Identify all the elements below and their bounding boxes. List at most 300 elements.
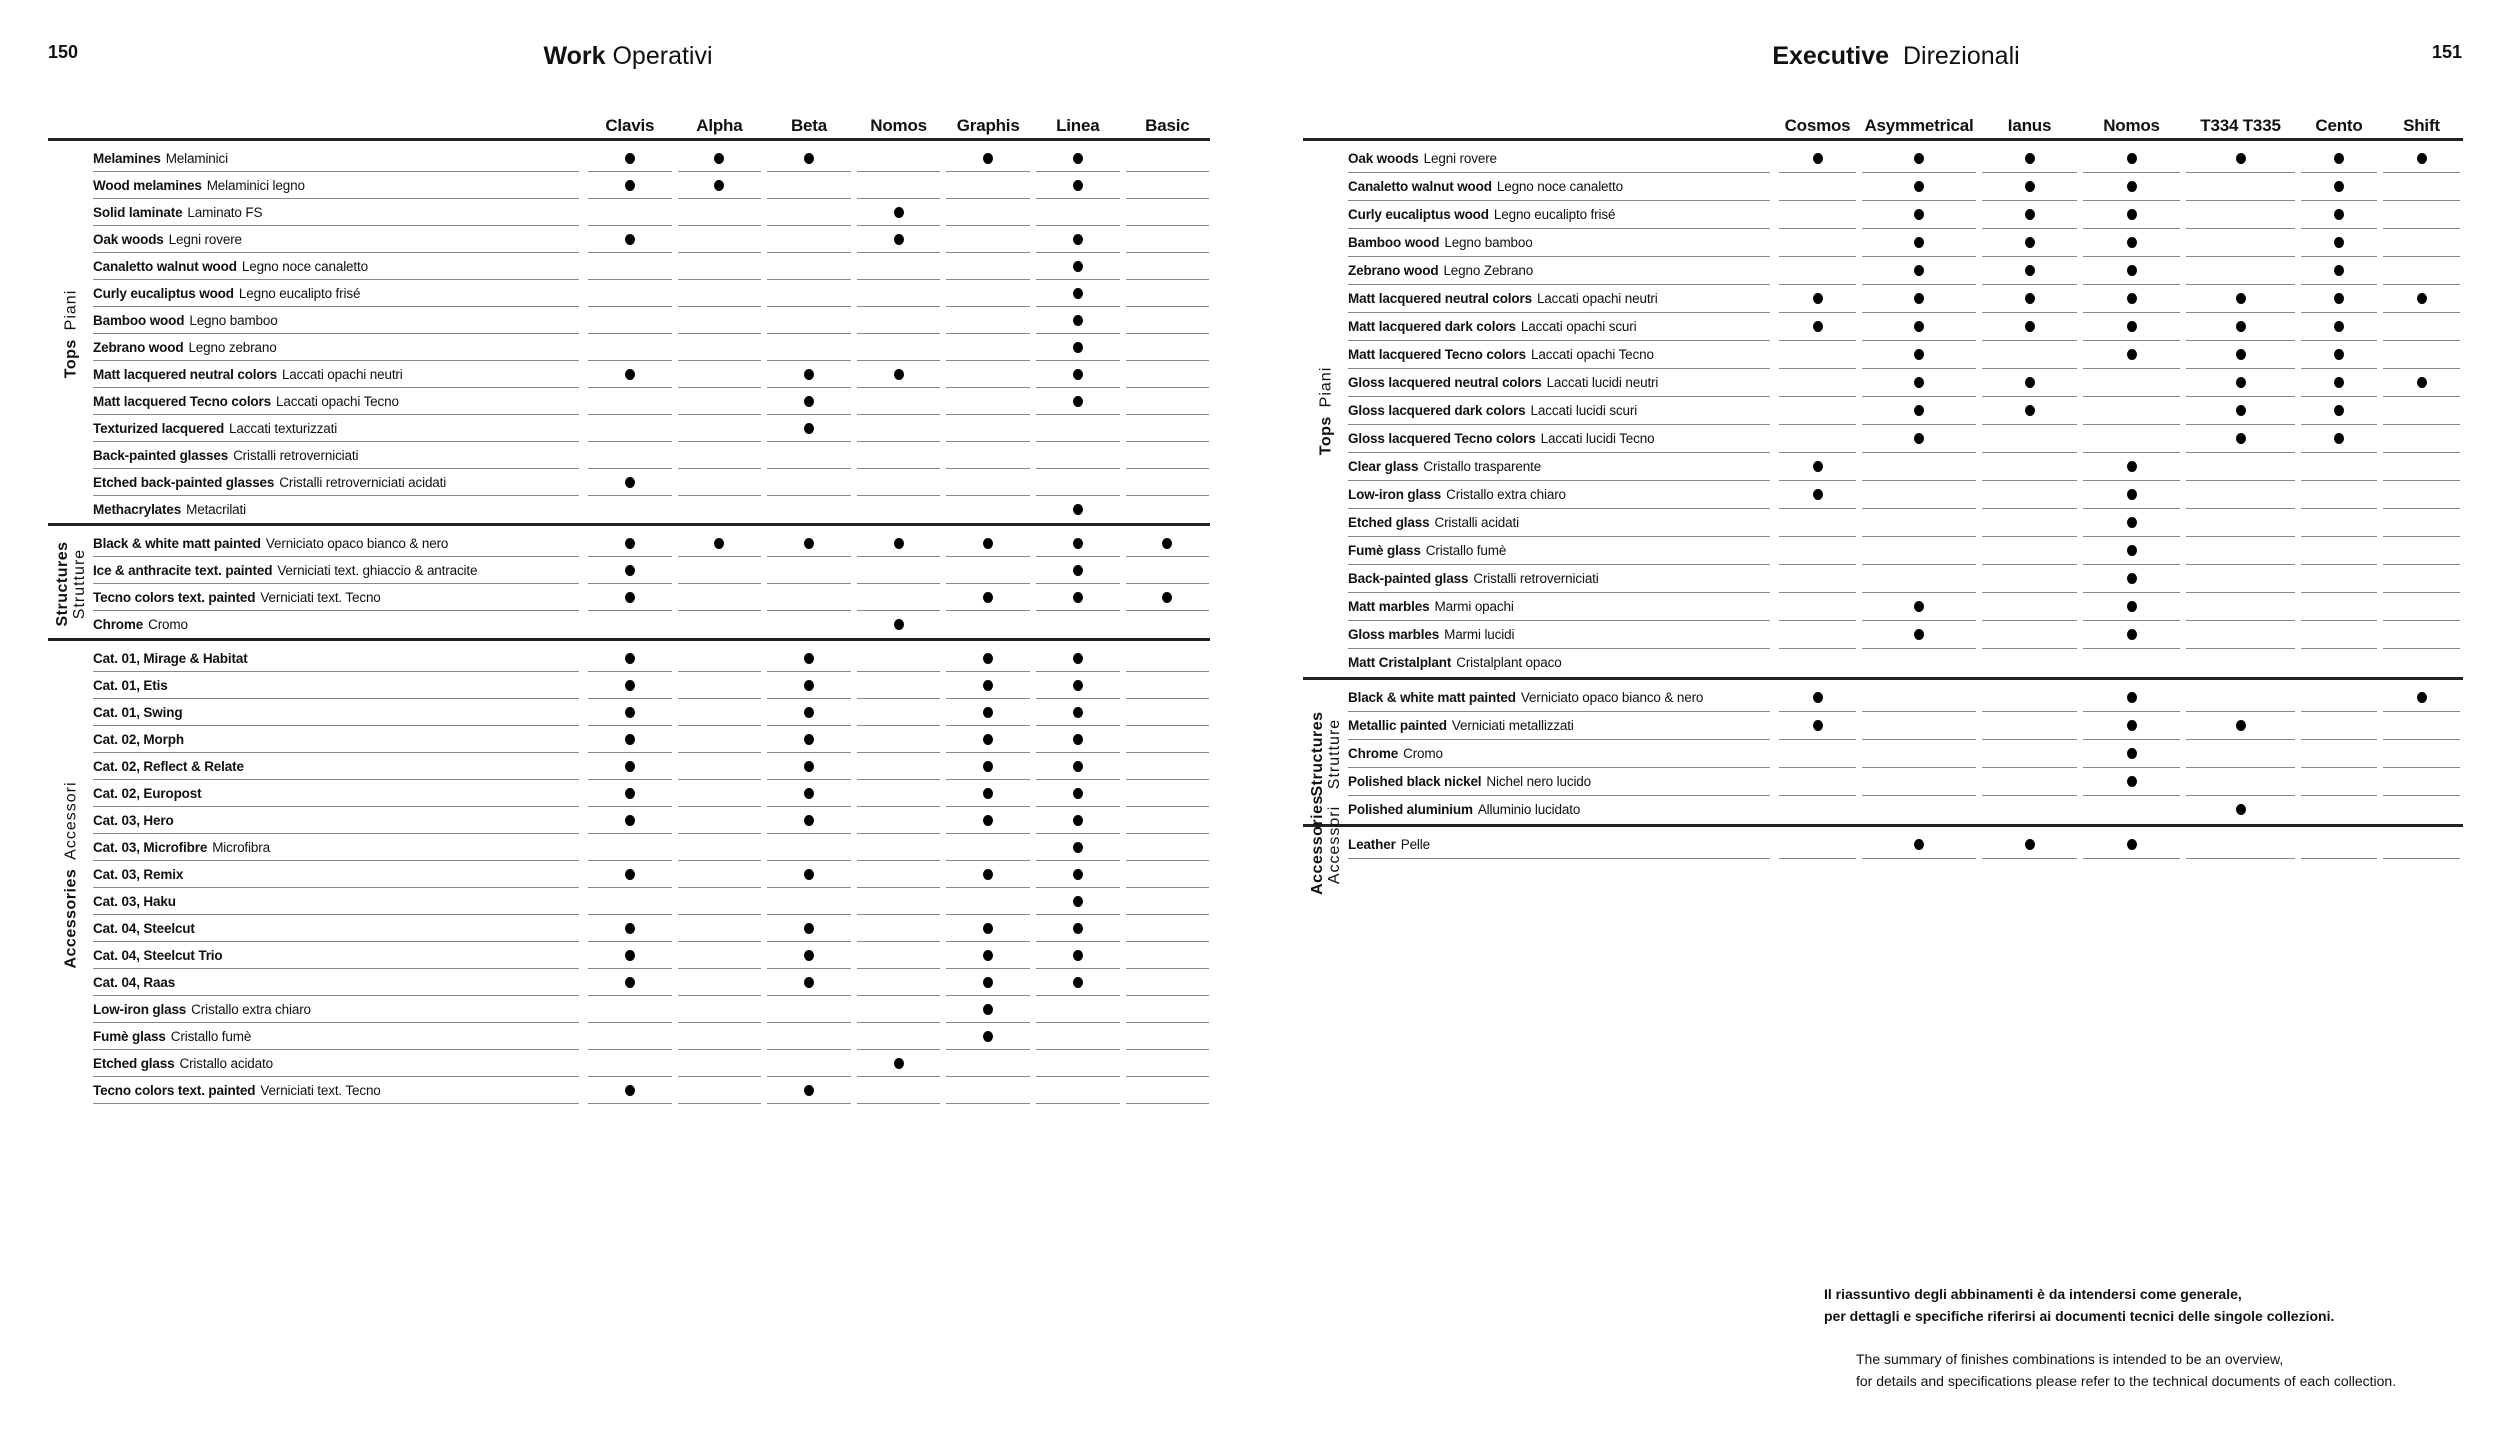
- availability-cell: [678, 557, 762, 584]
- table-row: [93, 915, 1212, 942]
- availability-cell: [767, 361, 851, 388]
- availability-cell: [588, 1023, 672, 1050]
- availability-cell: [1126, 388, 1210, 415]
- availability-cell: [1982, 740, 2077, 768]
- available-dot-icon: [983, 869, 993, 880]
- finish-name-en: Wood melamines: [93, 177, 202, 193]
- available-dot-icon: [804, 680, 814, 691]
- availability-cell: [2186, 712, 2295, 740]
- availability-cell: [1862, 537, 1976, 565]
- available-dot-icon: [625, 788, 635, 799]
- availability-cell: [946, 915, 1030, 942]
- availability-cell: [1862, 313, 1976, 341]
- available-dot-icon: [625, 734, 635, 745]
- availability-cell: [2383, 509, 2460, 537]
- available-dot-icon: [625, 707, 635, 718]
- available-dot-icon: [625, 477, 635, 488]
- availability-cell: [946, 834, 1030, 861]
- section-label-text: [1309, 795, 1343, 895]
- availability-cell: [2301, 537, 2377, 565]
- table-row: [93, 199, 1212, 226]
- availability-cell: [1126, 361, 1210, 388]
- availability-cell: [1036, 780, 1120, 807]
- availability-cell: [1982, 341, 2077, 369]
- availability-cell: [946, 1050, 1030, 1077]
- available-dot-icon: [804, 977, 814, 988]
- availability-cell: [1036, 226, 1120, 253]
- finish-name-en: Cat. 01, Swing: [93, 704, 183, 720]
- finish-name-en: Gloss marbles: [1348, 627, 1440, 642]
- availability-cell: [678, 334, 762, 361]
- section-label-text: [62, 290, 79, 379]
- availability-cell: [1862, 285, 1976, 313]
- section-title-en: Tops: [62, 339, 79, 379]
- availability-cell: [1126, 1050, 1210, 1077]
- footnote-line: Il riassuntivo degli abbinamenti è da intendersi come generale,: [1824, 1286, 2242, 1302]
- available-dot-icon: [1073, 653, 1083, 664]
- available-dot-icon: [2236, 377, 2246, 388]
- availability-cell: [2301, 145, 2377, 173]
- column-header-alpha: Alpha: [696, 116, 743, 135]
- availability-cell: [1982, 369, 2077, 397]
- finish-label: [1348, 565, 1770, 593]
- available-dot-icon: [2334, 181, 2344, 192]
- available-dot-icon: [2417, 293, 2427, 304]
- available-dot-icon: [2334, 349, 2344, 360]
- available-dot-icon: [625, 234, 635, 245]
- available-dot-icon: [2127, 748, 2137, 759]
- finish-name-en: Tecno colors text. painted: [93, 589, 256, 605]
- availability-cell: [1779, 796, 1856, 824]
- finish-name-en: Gloss lacquered Tecno colors: [1348, 431, 1536, 446]
- availability-cell: [767, 530, 851, 557]
- availability-cell: [857, 361, 941, 388]
- availability-cell: [2301, 649, 2377, 677]
- availability-cell: [2186, 768, 2295, 796]
- available-dot-icon: [983, 923, 993, 934]
- section-label: [1303, 145, 1348, 677]
- table-row: [1348, 768, 2463, 796]
- availability-cell: [2301, 565, 2377, 593]
- availability-cell: [2383, 621, 2460, 649]
- available-dot-icon: [804, 788, 814, 799]
- availability-cell: [2083, 796, 2180, 824]
- availability-cell: [1036, 942, 1120, 969]
- finish-name-it: Legno Zebrano: [1443, 263, 1534, 278]
- availability-cell: [1862, 453, 1976, 481]
- availability-cell: [2186, 285, 2295, 313]
- available-dot-icon: [2025, 209, 2035, 220]
- availability-cell: [2083, 285, 2180, 313]
- finish-name-en: Cat. 04, Raas: [93, 974, 176, 990]
- availability-cell: [946, 699, 1030, 726]
- availability-cell: [1982, 537, 2077, 565]
- availability-cell: [767, 996, 851, 1023]
- finish-label: [93, 726, 579, 753]
- availability-cell: [588, 415, 672, 442]
- availability-cell: [588, 780, 672, 807]
- finish-label: [1348, 509, 1770, 537]
- availability-cell: [1779, 649, 1856, 677]
- finish-label: [93, 280, 579, 307]
- availability-cell: [2301, 285, 2377, 313]
- finish-name-en: Methacrylates: [93, 501, 182, 517]
- footnote-english: [1856, 1348, 2396, 1392]
- availability-cell: [946, 888, 1030, 915]
- availability-cell: [1779, 201, 1856, 229]
- availability-cell: [1036, 807, 1120, 834]
- finish-name-en: Matt lacquered neutral colors: [1348, 291, 1532, 306]
- availability-cell: [1036, 672, 1120, 699]
- availability-cell: [2083, 684, 2180, 712]
- availability-cell: [2186, 397, 2295, 425]
- availability-cell: [1036, 645, 1120, 672]
- finish-label: [93, 645, 579, 672]
- table-row: [1348, 831, 2463, 859]
- table-row: [1348, 649, 2463, 677]
- available-dot-icon: [1914, 181, 1924, 192]
- availability-cell: [946, 807, 1030, 834]
- finish-label: [1348, 257, 1770, 285]
- table-row: [93, 1077, 1212, 1104]
- availability-cell: [588, 557, 672, 584]
- table-row: [93, 530, 1212, 557]
- available-dot-icon: [625, 653, 635, 664]
- availability-cell: [588, 584, 672, 611]
- availability-cell: [857, 645, 941, 672]
- available-dot-icon: [1073, 896, 1083, 907]
- finish-name-it: Laccati opachi scuri: [1520, 319, 1637, 334]
- finish-name-en: Cat. 01, Etis: [93, 677, 168, 693]
- availability-cell: [1036, 888, 1120, 915]
- availability-cell: [1982, 313, 2077, 341]
- finish-name-en: Zebrano wood: [93, 339, 184, 355]
- availability-cell: [588, 753, 672, 780]
- availability-cell: [2083, 740, 2180, 768]
- availability-cell: [946, 253, 1030, 280]
- availability-cell: [1126, 226, 1210, 253]
- available-dot-icon: [2127, 839, 2137, 850]
- finish-name-en: Back-painted glasses: [93, 447, 229, 463]
- availability-cell: [2083, 621, 2180, 649]
- availability-cell: [767, 496, 851, 523]
- footnote-line: The summary of finishes combinations is intended to be an overview,: [1856, 1351, 2284, 1367]
- availability-cell: [588, 361, 672, 388]
- table-row: [1348, 257, 2463, 285]
- availability-cell: [2083, 509, 2180, 537]
- column-header-basic: Basic: [1145, 116, 1190, 135]
- finish-name-it: Laccati opachi neutri: [1536, 291, 1658, 306]
- availability-cell: [1862, 593, 1976, 621]
- table-row: [1348, 537, 2463, 565]
- availability-cell: [2383, 796, 2460, 824]
- availability-cell: [1779, 453, 1856, 481]
- availability-cell: [946, 557, 1030, 584]
- availability-cell: [1036, 280, 1120, 307]
- availability-cell: [588, 996, 672, 1023]
- table-row: [1348, 453, 2463, 481]
- finish-name-en: Curly eucaliptus wood: [93, 285, 234, 301]
- table-row: [1348, 313, 2463, 341]
- availability-cell: [857, 726, 941, 753]
- section-structures: [1303, 680, 2463, 827]
- availability-cell: [678, 280, 762, 307]
- availability-cell: [767, 780, 851, 807]
- finish-name-en: Metallic painted: [1348, 718, 1447, 733]
- finish-name-it: Laminato FS: [187, 204, 263, 220]
- availability-cell: [1982, 285, 2077, 313]
- availability-cell: [1982, 229, 2077, 257]
- table-row: [1348, 369, 2463, 397]
- available-dot-icon: [625, 565, 635, 576]
- finish-name-it: Nichel nero lucido: [1486, 774, 1592, 789]
- availability-cell: [2383, 712, 2460, 740]
- available-dot-icon: [714, 153, 724, 164]
- finish-label: [93, 1050, 579, 1077]
- section-label: [1303, 795, 1348, 895]
- finish-name-en: Cat. 04, Steelcut: [93, 920, 195, 936]
- available-dot-icon: [804, 734, 814, 745]
- table-row: [1348, 481, 2463, 509]
- available-dot-icon: [1914, 265, 1924, 276]
- available-dot-icon: [1914, 601, 1924, 612]
- availability-cell: [2083, 425, 2180, 453]
- finish-name-it: Legno noce canaletto: [241, 258, 368, 274]
- available-dot-icon: [1914, 349, 1924, 360]
- finish-name-it: Cristallo acidato: [179, 1055, 273, 1071]
- available-dot-icon: [1914, 237, 1924, 248]
- availability-cell: [857, 1023, 941, 1050]
- availability-cell: [678, 415, 762, 442]
- availability-cell: [2383, 740, 2460, 768]
- table-row: [93, 672, 1212, 699]
- table-row: [93, 496, 1212, 523]
- availability-cell: [1779, 509, 1856, 537]
- availability-cell: [2301, 621, 2377, 649]
- finish-name-en: Curly eucaliptus wood: [1348, 207, 1489, 222]
- column-header-asymmetrical: Asymmetrical: [1864, 116, 1974, 135]
- finish-label: [93, 172, 579, 199]
- finish-label: [93, 415, 579, 442]
- section-tops: [1303, 141, 2463, 680]
- availability-cell: [1036, 199, 1120, 226]
- availability-cell: [1126, 334, 1210, 361]
- title-bold: Executive: [1772, 42, 1890, 70]
- available-dot-icon: [2127, 181, 2137, 192]
- available-dot-icon: [625, 761, 635, 772]
- finish-name-en: Cat. 02, Europost: [93, 785, 202, 801]
- availability-cell: [2186, 621, 2295, 649]
- finish-name-en: Cat. 01, Mirage & Habitat: [93, 650, 248, 666]
- availability-cell: [946, 1077, 1030, 1104]
- availability-cell: [678, 672, 762, 699]
- available-dot-icon: [1073, 680, 1083, 691]
- available-dot-icon: [804, 538, 814, 549]
- available-dot-icon: [1813, 321, 1823, 332]
- available-dot-icon: [804, 153, 814, 164]
- available-dot-icon: [983, 680, 993, 691]
- section-rows: [1348, 684, 2463, 824]
- available-dot-icon: [2236, 321, 2246, 332]
- finish-name-it: Verniciato opaco bianco & nero: [1520, 690, 1704, 705]
- availability-cell: [2186, 593, 2295, 621]
- availability-cell: [946, 145, 1030, 172]
- availability-cell: [946, 469, 1030, 496]
- availability-cell: [2083, 201, 2180, 229]
- finish-name-en: Cat. 03, Microfibre: [93, 839, 208, 855]
- section-label-text: [1309, 711, 1343, 796]
- availability-cell: [946, 388, 1030, 415]
- available-dot-icon: [2417, 377, 2427, 388]
- finish-label: [1348, 740, 1770, 768]
- finish-label: [1348, 145, 1770, 173]
- section-rows: [93, 145, 1212, 523]
- finish-label: [93, 530, 579, 557]
- availability-cell: [1126, 942, 1210, 969]
- availability-cell: [767, 969, 851, 996]
- finish-label: [1348, 201, 1770, 229]
- availability-cell: [1862, 712, 1976, 740]
- availability-cell: [1126, 645, 1210, 672]
- finish-label: [1348, 229, 1770, 257]
- availability-cell: [2083, 313, 2180, 341]
- available-dot-icon: [2417, 153, 2427, 164]
- availability-cell: [1126, 145, 1210, 172]
- availability-cell: [767, 307, 851, 334]
- available-dot-icon: [2127, 489, 2137, 500]
- availability-cell: [1036, 996, 1120, 1023]
- availability-cell: [2186, 145, 2295, 173]
- availability-cell: [2186, 369, 2295, 397]
- finish-label: [1348, 593, 1770, 621]
- availability-cell: [767, 861, 851, 888]
- available-dot-icon: [625, 869, 635, 880]
- availability-cell: [1862, 397, 1976, 425]
- finish-label: [93, 699, 579, 726]
- availability-cell: [2186, 481, 2295, 509]
- finish-name-it: Marmi lucidi: [1444, 627, 1515, 642]
- available-dot-icon: [804, 950, 814, 961]
- finish-label: [93, 199, 579, 226]
- available-dot-icon: [983, 977, 993, 988]
- finish-name-it: Laccati lucidi neutri: [1546, 375, 1659, 390]
- finish-name-it: Legno zebrano: [188, 339, 277, 355]
- finish-name-it: Legni rovere: [168, 231, 242, 247]
- availability-cell: [2301, 453, 2377, 481]
- availability-cell: [678, 442, 762, 469]
- availability-cell: [857, 861, 941, 888]
- availability-cell: [2083, 831, 2180, 859]
- availability-cell: [2301, 684, 2377, 712]
- finish-name-it: Legno bamboo: [1444, 235, 1533, 250]
- finish-name-en: Polished aluminium: [1348, 802, 1473, 817]
- availability-cell: [1779, 740, 1856, 768]
- table-row: [93, 780, 1212, 807]
- availability-cell: [946, 1023, 1030, 1050]
- finish-name-it: Verniciati text. Tecno: [260, 589, 381, 605]
- available-dot-icon: [1914, 405, 1924, 416]
- availability-cell: [2383, 397, 2460, 425]
- availability-cell: [678, 584, 762, 611]
- column-header-beta: Beta: [790, 116, 828, 135]
- availability-cell: [2301, 229, 2377, 257]
- finish-name-en: Matt marbles: [1348, 599, 1430, 614]
- table-row: [1348, 565, 2463, 593]
- available-dot-icon: [625, 153, 635, 164]
- availability-cell: [2383, 173, 2460, 201]
- finish-name-en: Bamboo wood: [1348, 235, 1440, 250]
- title-regular: Operativi: [612, 42, 713, 70]
- available-dot-icon: [1073, 504, 1083, 515]
- finish-name-en: Matt lacquered neutral colors: [93, 366, 277, 382]
- finish-label: [93, 942, 579, 969]
- availability-cell: [2083, 768, 2180, 796]
- availability-cell: [857, 584, 941, 611]
- finish-label: [93, 807, 579, 834]
- available-dot-icon: [1073, 396, 1083, 407]
- section-title-en: Structures: [53, 541, 71, 627]
- availability-cell: [588, 969, 672, 996]
- finish-name-en: Texturized lacquered: [93, 420, 225, 436]
- section-label: [48, 645, 93, 1104]
- available-dot-icon: [2025, 153, 2035, 164]
- column-header-t334-t335: T334 T335: [2200, 116, 2281, 135]
- available-dot-icon: [2334, 433, 2344, 444]
- availability-cell: [2083, 649, 2180, 677]
- availability-cell: [678, 888, 762, 915]
- availability-cell: [1862, 649, 1976, 677]
- table-row: [93, 469, 1212, 496]
- section-title-en: Accessories: [1308, 795, 1326, 895]
- page-number-left: 150: [48, 42, 79, 62]
- availability-cell: [1126, 834, 1210, 861]
- availability-cell: [678, 834, 762, 861]
- availability-cell: [767, 1077, 851, 1104]
- finish-label: [93, 1023, 579, 1050]
- availability-cell: [946, 611, 1030, 638]
- finish-label: [93, 1077, 579, 1104]
- finish-label: [93, 996, 579, 1023]
- availability-cell: [1862, 740, 1976, 768]
- availability-cell: [2186, 565, 2295, 593]
- table-row: [93, 361, 1212, 388]
- table-row: [93, 334, 1212, 361]
- available-dot-icon: [1073, 842, 1083, 853]
- availability-cell: [1126, 996, 1210, 1023]
- available-dot-icon: [2127, 720, 2137, 731]
- finish-name-en: Back-painted glass: [1348, 571, 1469, 586]
- availability-cell: [1982, 712, 2077, 740]
- available-dot-icon: [2127, 776, 2137, 787]
- available-dot-icon: [983, 538, 993, 549]
- availability-cell: [1982, 201, 2077, 229]
- available-dot-icon: [714, 180, 724, 191]
- footnote-line: per dettagli e specifiche riferirsi ai documenti tecnici delle singole collezioni.: [1824, 1308, 2335, 1324]
- availability-cell: [2186, 509, 2295, 537]
- availability-cell: [678, 1077, 762, 1104]
- availability-cell: [946, 645, 1030, 672]
- availability-cell: [946, 226, 1030, 253]
- availability-cell: [1036, 1023, 1120, 1050]
- availability-cell: [2301, 257, 2377, 285]
- availability-cell: [2083, 341, 2180, 369]
- finish-name-en: Leather: [1348, 837, 1396, 852]
- section-rows: [93, 530, 1212, 638]
- available-dot-icon: [1073, 788, 1083, 799]
- finish-label: [93, 888, 579, 915]
- available-dot-icon: [804, 1085, 814, 1096]
- availability-cell: [2383, 649, 2460, 677]
